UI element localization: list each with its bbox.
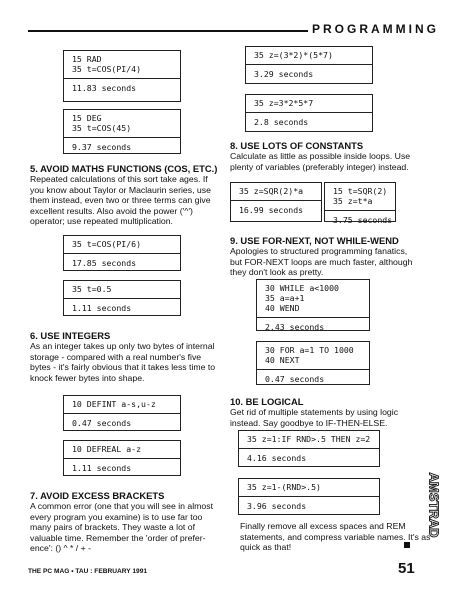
text-line: instead. Say goodbye to IF-THEN-ELSE. (230, 417, 388, 428)
text-line: knock fewer bytes into shape. (30, 372, 145, 383)
timing-result: 1.11 seconds (72, 303, 132, 313)
code-box (256, 279, 370, 331)
code-line: 35 z=(3*2)*(5*7) (254, 50, 333, 60)
code-box (238, 430, 380, 467)
svg-text:AMSTRAD: AMSTRAD (426, 472, 442, 538)
text-line: Get rid of multiple statements by using logic (230, 407, 399, 417)
paragraph-7 (30, 501, 213, 554)
code-line: 35 z=1:IF RND>.5 THEN z=2 (247, 434, 371, 444)
code-box (245, 46, 373, 84)
text-line: plenty of variables (preferably integer) instead. (230, 161, 409, 172)
paragraph-5 (30, 174, 211, 227)
text-line: quick as that! (240, 542, 292, 553)
text-line: but FOR-NEXT loops are much faster, although (230, 256, 413, 267)
timing-result: 3.75 seconds (333, 215, 393, 225)
paragraph-8 (230, 151, 410, 172)
text-line: Apologies to structured programming fanatics, (230, 246, 408, 256)
text-line: every program you examine) is to use far too (30, 511, 203, 522)
section-title: PROGRAMMING (312, 22, 439, 36)
code-box (63, 395, 181, 431)
code-line: 35 t=COS(PI/4) (72, 64, 142, 74)
text-line: valuable time. Remember the 'order of prefer- (30, 532, 206, 543)
text-line: statements, and compress variable names. It's as (240, 531, 431, 542)
amstrad-side-label (422, 470, 444, 540)
text-line: Finally remove all excess spaces and REM (240, 521, 406, 531)
text-line: As an integer takes up only two bytes of internal (30, 341, 215, 351)
text-line: operator; use repeated multiplication. (30, 216, 173, 227)
heading-8: 8. USE LOTS OF CONSTANTS (230, 140, 364, 151)
footer-credit: THE PC MAG • TAU : FEBRUARY 1991 (28, 568, 148, 575)
code-box (256, 341, 370, 385)
code-line: 35 z=3*2*5*7 (254, 98, 314, 108)
heading-7: 7. AVOID EXCESS BRACKETS (30, 490, 165, 501)
text-line: many pairs of brackets. They waste a lot of (30, 522, 195, 533)
text-line: them instead, even two or three terms can give (30, 195, 211, 206)
text-line: bytes - it's fairly obvious that it takes less time to (30, 362, 216, 373)
timing-result: 3.96 seconds (247, 501, 307, 511)
code-line: 10 DEFINT a-s,u-z (72, 399, 156, 409)
header-rule (28, 30, 308, 32)
paragraph-9 (230, 246, 412, 278)
timing-result: 16.99 seconds (239, 205, 304, 215)
timing-result: 2.8 seconds (254, 117, 309, 127)
code-box (238, 478, 380, 515)
timing-result: 4.16 seconds (247, 453, 307, 463)
page-number: 51 (398, 560, 415, 577)
code-line: 35 a=a+1 (265, 293, 305, 303)
paragraph-6 (30, 341, 215, 383)
timing-result: 11.83 seconds (72, 83, 137, 93)
text-line: excellent results. Also avoid the power ('^') (30, 205, 193, 216)
text-line: Calculate as little as possible inside loops. Use (230, 151, 411, 161)
code-line: 30 WHILE a<1000 (265, 283, 339, 293)
timing-result: 17.85 seconds (72, 258, 137, 268)
code-line: 10 DEFREAL a-z (72, 444, 142, 454)
heading-9: 9. USE FOR-NEXT, NOT WHILE-WEND (230, 235, 399, 246)
code-line: 15 DEG (72, 113, 102, 123)
code-line: 15 t=SQR(2) (333, 186, 388, 196)
text-line: Repeated calculations of this sort take ages. If (30, 174, 208, 184)
code-line: 40 WEND (265, 303, 300, 313)
closing-paragraph (240, 521, 430, 553)
timing-result: 2.43 seconds (265, 322, 325, 332)
heading-10: 10. BE LOGICAL (230, 396, 304, 407)
timing-result: 0.47 seconds (265, 374, 325, 384)
code-box (230, 182, 322, 222)
code-line: 35 t=0.5 (72, 284, 112, 294)
code-box (245, 94, 373, 132)
code-line: 30 FOR a=1 TO 1000 (265, 345, 354, 355)
code-line: 35 z=1-(RND>.5) (247, 482, 321, 492)
code-box (63, 280, 181, 316)
code-line: 40 NEXT (265, 355, 300, 365)
heading-6: 6. USE INTEGERS (30, 330, 111, 341)
code-box (324, 182, 396, 225)
timing-result: 3.29 seconds (254, 69, 314, 79)
text-line: storage - compared with a real number's five (30, 351, 202, 362)
timing-result: 1.11 seconds (72, 463, 132, 473)
heading-5: 5. AVOID MATHS FUNCTIONS (COS, ETC.) (30, 163, 218, 174)
timing-result: 0.47 seconds (72, 418, 132, 428)
end-mark (404, 542, 410, 548)
code-box (63, 109, 181, 154)
code-line: 35 z=t*a (333, 196, 373, 206)
text-line: you know about Taylor or Maclaurin series, use (30, 184, 211, 195)
code-box (63, 50, 181, 102)
code-line: 35 t=COS(PI/6) (72, 239, 142, 249)
code-box (63, 440, 181, 476)
code-line: 15 RAD (72, 54, 102, 64)
code-box (63, 235, 181, 271)
code-line: 35 z=SQR(2)*a (239, 186, 304, 196)
text-line: they don't look as pretty. (230, 267, 324, 278)
timing-result: 9.37 seconds (72, 142, 132, 152)
code-line: 35 t=COS(45) (72, 123, 132, 133)
text-line: ence': () ^ * / + - (30, 543, 92, 554)
paragraph-10 (230, 407, 398, 428)
text-line: A common error (one that you will see in almost (30, 501, 213, 511)
